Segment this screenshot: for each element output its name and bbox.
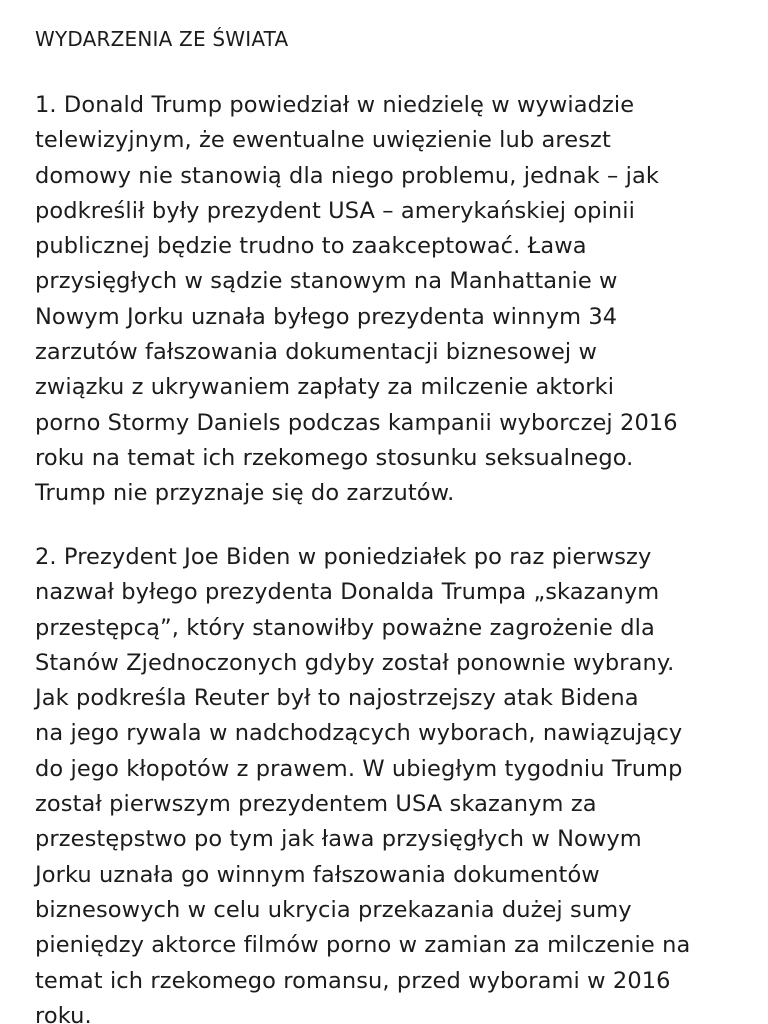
paragraph-line: telewizyjnym, że ewentualne uwięzienie lub areszt (35, 127, 611, 154)
paragraph-1 (35, 88, 678, 512)
paragraph-line: Nowym Jorku uznała byłego prezydenta winnym 34 (35, 303, 618, 330)
paragraph-line: nazwał byłego prezydenta Donalda Trumpa „skazanym (35, 579, 660, 606)
paragraph-line: przestępstwo po tym jak ława przysięgłych w Nowym (35, 826, 642, 853)
paragraph-line: domowy nie stanowią dla niego problemu, jednak – jak (35, 162, 660, 189)
paragraph-2 (35, 540, 690, 1024)
paragraph-line: podkreślił były prezydent USA – amerykańskiej opinii (35, 197, 635, 224)
paragraph-line: zarzutów fałszowania dokumentacji biznesowej w (35, 339, 597, 366)
paragraph-line: 1. Donald Trump powiedział w niedzielę w wywiadzie (35, 92, 635, 118)
paragraph-line: biznesowych w celu ukrycia przekazania dużej sumy (35, 896, 632, 923)
paragraph-line: roku. (35, 1002, 92, 1024)
paragraph-line: przysięgłych w sądzie stanowym na Manhattanie w (35, 268, 618, 295)
paragraph-line: Jorku uznała go winnym fałszowania dokumentów (35, 861, 600, 888)
paragraph-line: został pierwszym prezydentem USA skazanym za (35, 791, 597, 818)
paragraph-line: Jak podkreśla Reuter był to najostrzejszy atak Bidena (35, 685, 639, 712)
document-heading: WYDARZENIA ZE ŚWIATA (35, 27, 289, 51)
paragraph-line: porno Stormy Daniels podczas kampanii wyborczej 2016 (35, 409, 678, 436)
paragraph-line: przestępcą”, który stanowiłby poważne zagrożenie dla (35, 614, 655, 641)
paragraph-line: na jego rywala w nadchodzących wyborach, nawiązujący (35, 720, 683, 747)
paragraph-line: Trump nie przyznaje się do zarzutów. (35, 480, 455, 507)
paragraph-line: Stanów Zjednoczonych gdyby został ponownie wybrany. (35, 649, 675, 676)
paragraph-line: temat ich rzekomego romansu, przed wyborami w 2016 (35, 967, 671, 994)
paragraph-line: 2. Prezydent Joe Biden w poniedziałek po raz pierwszy (35, 544, 652, 570)
paragraph-line: związku z ukrywaniem zapłaty za milczenie aktorki (35, 374, 615, 401)
paragraph-line: do jego kłopotów z prawem. W ubiegłym tygodniu Trump (35, 755, 683, 782)
paragraph-line: publicznej będzie trudno to zaakceptować. Ława (35, 233, 587, 260)
paragraph-line: pieniędzy aktorce filmów porno w zamian za milczenie na (35, 932, 691, 959)
paragraph-line: roku na temat ich rzekomego stosunku seksualnego. (35, 444, 634, 471)
